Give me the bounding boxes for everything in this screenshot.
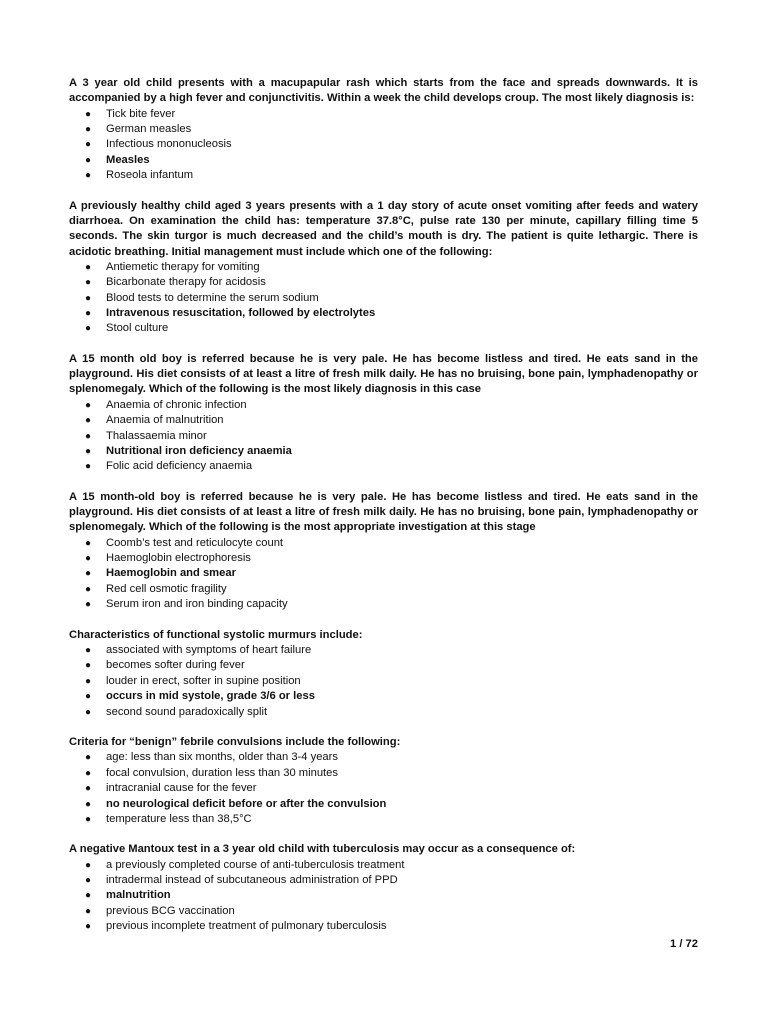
bullet-icon: ● — [85, 890, 92, 902]
answer-option — [69, 321, 698, 336]
question-block — [69, 199, 698, 337]
bullet-icon: ● — [85, 415, 92, 427]
answer-option-text: Infectious mononucleosis — [106, 138, 232, 151]
answer-option — [69, 551, 698, 566]
question-stem: Characteristics of functional systolic murmurs include: — [69, 628, 363, 641]
bullet-icon: ● — [85, 583, 92, 595]
answer-option — [69, 459, 698, 474]
answer-option-text: a previously completed course of anti-tuberculosis treatment — [106, 858, 405, 871]
answer-option-text: Red cell osmotic fragility — [106, 582, 227, 595]
bullet-icon: ● — [85, 170, 92, 182]
answer-option-correct — [69, 306, 698, 321]
answer-option-text: temperature less than 38,5°C — [106, 812, 252, 825]
bullet-icon: ● — [85, 537, 92, 549]
bullet-icon: ● — [85, 706, 92, 718]
bullet-icon: ● — [85, 139, 92, 151]
answer-option — [69, 107, 698, 122]
bullet-icon: ● — [85, 905, 92, 917]
answer-option-text: Folic acid deficiency anaemia — [106, 460, 253, 473]
answer-option-text: second sound paradoxically split — [106, 705, 268, 718]
answer-option-text: becomes softer during fever — [106, 659, 245, 672]
answer-options-list — [69, 398, 698, 475]
page-number: 1 / 72 — [670, 938, 698, 950]
answer-option — [69, 260, 698, 275]
bullet-icon: ● — [85, 154, 92, 166]
answer-option-text: associated with symptoms of heart failure — [106, 643, 312, 656]
answer-option-text: Thalassaemia minor — [106, 429, 207, 442]
answer-option — [69, 413, 698, 428]
answer-option-correct — [69, 888, 698, 903]
answer-option-text: German measles — [106, 123, 192, 135]
answer-option-text: Anaemia of chronic infection — [106, 398, 247, 411]
bullet-icon: ● — [85, 798, 92, 810]
answer-option — [69, 705, 698, 720]
answer-option — [69, 873, 698, 888]
answer-option — [69, 122, 698, 137]
bullet-icon: ● — [85, 921, 92, 933]
bullet-icon: ● — [85, 108, 92, 120]
bullet-icon: ● — [85, 691, 92, 703]
answer-options-list — [69, 260, 698, 337]
bullet-icon: ● — [85, 553, 92, 565]
answer-option-text: Bicarbonate therapy for acidosis — [106, 276, 266, 289]
bullet-icon: ● — [85, 124, 92, 135]
question-stem: Criteria for “benign” febrile convulsions include the following: — [69, 736, 401, 749]
bullet-icon: ● — [85, 445, 92, 457]
answer-option — [69, 597, 698, 612]
answer-option — [69, 168, 698, 183]
bullet-icon: ● — [85, 767, 92, 779]
answer-options-list — [69, 858, 698, 935]
bullet-icon: ● — [85, 752, 92, 764]
answer-option — [69, 429, 698, 444]
bullet-icon: ● — [85, 430, 92, 442]
answer-option-text: intracranial cause for the fever — [106, 782, 257, 795]
answer-option-text: Stool culture — [106, 322, 169, 335]
bullet-icon: ● — [85, 261, 92, 273]
answer-option — [69, 291, 698, 306]
answer-option-text: Intravenous resuscitation, followed by electrolytes — [106, 307, 376, 320]
bullet-icon: ● — [85, 277, 92, 289]
bullet-icon: ● — [85, 675, 92, 687]
answer-option-text: focal convulsion, duration less than 30 minutes — [106, 766, 338, 779]
answer-options-list — [69, 107, 698, 184]
question-block — [69, 76, 698, 184]
question-block — [69, 352, 698, 475]
answer-option-text: previous BCG vaccination — [106, 904, 235, 917]
answer-option — [69, 812, 698, 827]
question-block — [69, 490, 698, 613]
bullet-icon: ● — [85, 399, 92, 411]
answer-option — [69, 275, 698, 290]
question-block — [69, 842, 698, 934]
answer-option — [69, 750, 698, 765]
answer-option — [69, 919, 698, 934]
answer-option-text: Coomb’s test and reticulocyte count — [106, 536, 284, 549]
answer-option-text: Measles — [106, 153, 150, 166]
answer-options-list — [69, 643, 698, 720]
answer-option-text: louder in erect, softer in supine position — [106, 674, 301, 687]
bullet-icon: ● — [85, 783, 92, 795]
answer-option-text: Haemoglobin electrophoresis — [106, 552, 251, 565]
answer-option-text: Anaemia of malnutrition — [106, 414, 224, 427]
answer-option-text: no neurological deficit before or after the convulsion — [106, 797, 387, 810]
answer-option-text: occurs in mid systole, grade 3/6 or less — [106, 690, 315, 703]
answer-option-text: Blood tests to determine the serum sodium — [106, 291, 319, 304]
answer-option — [69, 766, 698, 781]
bullet-icon: ● — [85, 813, 92, 825]
answer-option-correct — [69, 566, 698, 581]
question-stem: A 15 month old boy is referred because he is very pale. He has become listless and tired. He eats sand in the playground. His diet consists of at least a litre of fresh milk daily. He has no bruising, bone pain, lymphadenopathy or splenomegaly. Which of the following is the most likely diagnosis in this case — [69, 352, 698, 396]
answer-option — [69, 137, 698, 152]
answer-option-text: intradermal instead of subcutaneous administration of PPD — [106, 874, 398, 887]
document-page — [69, 76, 698, 950]
answer-option-correct — [69, 689, 698, 704]
answer-option-text: Antiemetic therapy for vomiting — [106, 260, 260, 273]
question-block — [69, 628, 698, 720]
answer-option — [69, 904, 698, 919]
bullet-icon: ● — [85, 644, 92, 656]
answer-option — [69, 643, 698, 658]
answer-option-text: Roseola infantum — [106, 169, 194, 182]
answer-option — [69, 398, 698, 413]
answer-option-correct — [69, 444, 698, 459]
bullet-icon: ● — [85, 292, 92, 304]
answer-option-text: Serum iron and iron binding capacity — [106, 598, 288, 611]
question-block — [69, 735, 698, 827]
answer-option-text: Haemoglobin and smear — [106, 567, 236, 580]
bullet-icon: ● — [85, 859, 92, 871]
answer-option — [69, 582, 698, 597]
bullet-icon: ● — [85, 461, 92, 473]
question-stem: A 15 month-old boy is referred because he is very pale. He has become listless and tired. He eats sand in the playground. His diet consists of at least a litre of fresh milk daily. He has no bruising, bone pain, lymphadenopathy or splenomegaly. Which of the following is the most appropriate investigation at this stage — [69, 490, 698, 534]
question-stem: A previously healthy child aged 3 years presents with a 1 day story of acute onset vomiting after feeds and watery diarrhoea. On examination the child has: temperature 37.8°C, pulse rate 130 per minute, capillary filling time 5 seconds. The skin turgor is much decreased and the child’s mouth is dry. The patient is quite lethargic. There is acidotic breathing. Initial management must include which one of the following: — [69, 199, 698, 258]
answer-option — [69, 658, 698, 673]
bullet-icon: ● — [85, 875, 92, 887]
answer-options-list — [69, 750, 698, 827]
answer-option — [69, 674, 698, 689]
answer-option-text: malnutrition — [106, 889, 171, 902]
answer-option — [69, 781, 698, 796]
bullet-icon: ● — [85, 308, 92, 320]
question-stem: A negative Mantoux test in a 3 year old child with tuberculosis may occur as a consequence of: — [69, 843, 576, 856]
bullet-icon: ● — [85, 660, 92, 672]
answer-options-list — [69, 536, 698, 613]
answer-option-text: age: less than six months, older than 3-4 years — [106, 751, 338, 764]
bullet-icon: ● — [85, 568, 92, 580]
answer-option-correct — [69, 797, 698, 812]
answer-option-text: Nutritional iron deficiency anaemia — [106, 444, 292, 457]
bullet-icon: ● — [85, 323, 92, 335]
answer-option-text: Tick bite fever — [106, 107, 176, 120]
answer-option — [69, 536, 698, 551]
bullet-icon: ● — [85, 599, 92, 611]
answer-option — [69, 858, 698, 873]
answer-option-text: previous incomplete treatment of pulmonary tuberculosis — [106, 920, 387, 933]
question-stem: A 3 year old child presents with a macupapular rash which starts from the face and spreads downwards. It is accompanied by a high fever and conjunctivitis. Within a week the child develops croup. The most likely diagnosis is: — [69, 77, 698, 105]
answer-option-correct — [69, 153, 698, 168]
